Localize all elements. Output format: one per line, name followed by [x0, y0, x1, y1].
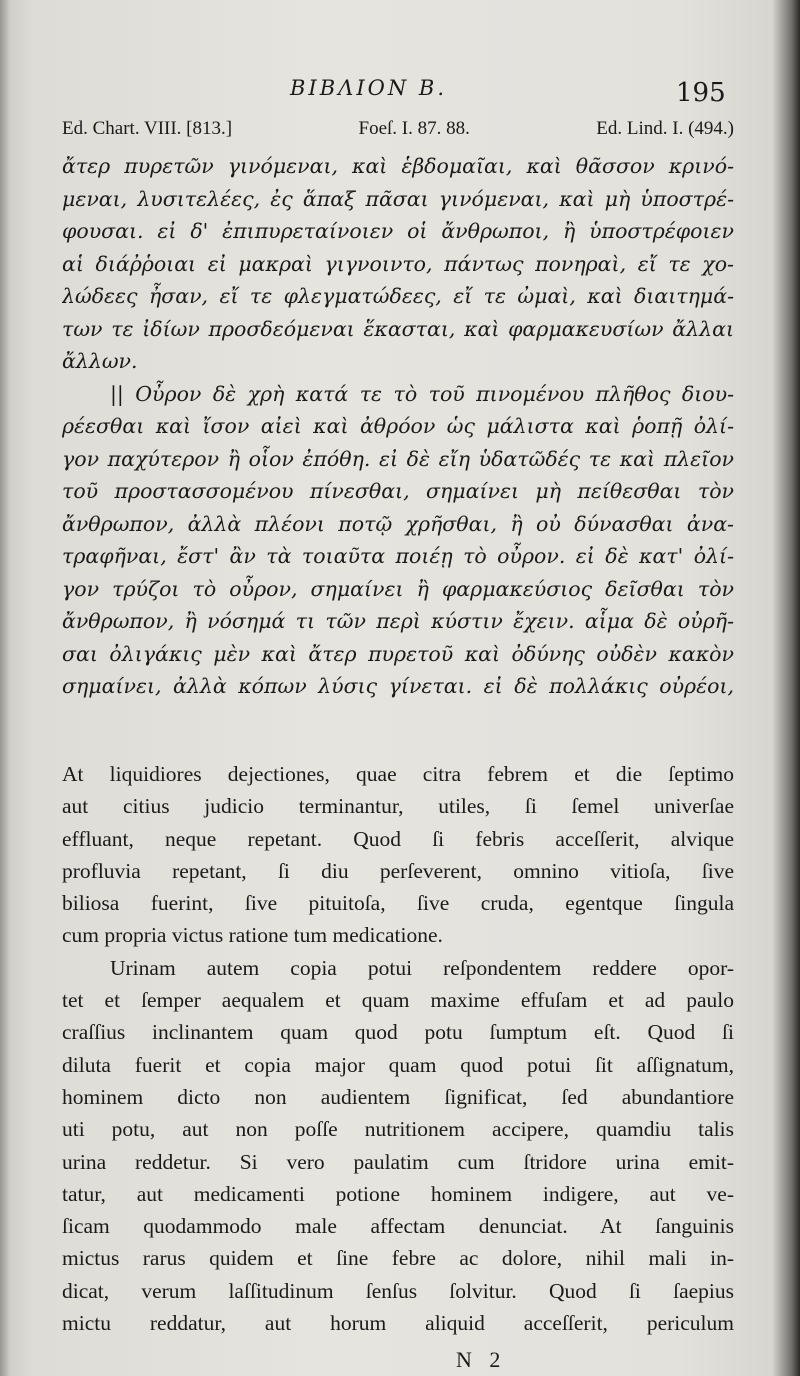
latin-text-block [62, 758, 734, 1339]
latin-line: urina reddetur. Si vero paulatim cum ſtridore urina emit- [62, 1149, 734, 1174]
edition-foes-ref: Foeſ. I. 87. 88. [358, 118, 470, 139]
greek-line: λώδεες ἦσαν, εἴ τε φλεγματώδεες, εἴ τε ὠμαὶ, καὶ διαιτημά- [62, 284, 734, 308]
greek-line: ρέεσθαι καὶ ἴσον αἰεὶ καὶ ἀθρόον ὡς μάλιστα καὶ ῥοπῇ ὀλί- [62, 414, 734, 438]
page-gutter-shadow [0, 0, 10, 1376]
edition-chart-ref: Ed. Chart. VIII. [813.] [62, 118, 233, 139]
latin-line: diluta fuerit et copia major quam quod potui ſit aſſignatum, [62, 1052, 734, 1077]
greek-line: ἄνθρωπον, ἢ νόσημά τι τῶν περὶ κύστιν ἔχειν. αἷμα δὲ οὐρῆ- [62, 609, 734, 633]
latin-line: tet et ſemper aequalem et quam maxime effuſam et ad paulo [62, 988, 734, 1013]
latin-line: hominem dicto non audientem ſignificat, ſed abundantiore [62, 1084, 734, 1109]
latin-line: At liquidiores dejectiones, quae citra febrem et die ſeptimo [62, 762, 734, 786]
printer-signature: N 2 [456, 1347, 507, 1372]
greek-line: σημαίνει, ἀλλὰ κόπων λύσις γίνεται. εἰ δὲ πολλάκις οὐρέοι, [62, 674, 734, 698]
greek-line: μεναι, λυσιτελέες, ἐς ἅπαξ πᾶσαι γινόμεναι, καὶ μὴ ὑποστρέ- [62, 186, 734, 211]
greek-line: γον παχύτερον ἢ οἷον ἐπόθη. εἰ δὲ εἴη ὑδατῶδές τε καὶ πλεῖον [62, 446, 734, 471]
latin-line: uti potu, aut non poſſe nutritionem accipere, quamdiu talis [62, 1117, 734, 1142]
greek-line: ἄτερ πυρετῶν γινόμεναι, καὶ ἑβδομαῖαι, καὶ θᾶσσον κρινό- [62, 154, 734, 178]
edition-references [62, 118, 734, 140]
greek-line: αἱ διάῤῥοιαι εἰ μακραὶ γιγνοιντο, πάντως πονηραὶ, εἴ τε χο- [62, 251, 734, 276]
greek-line: των τε ἰδίων προσδεόμεναι ἕκασται, καὶ φαρμακευσίων ἄλλαι [62, 316, 734, 341]
edition-lind-ref: Ed. Lind. I. (494.) [596, 118, 734, 139]
running-head [0, 76, 760, 106]
latin-line: profluvia repetant, ſi diu perſeverent, omnino vitioſa, ſive [62, 858, 734, 883]
greek-line: ἄλλων. [62, 349, 138, 373]
greek-line: τραφῆναι, ἔστ' ἂν τὰ τοιαῦτα ποιέῃ τὸ οὖρον. εἰ δὲ κατ' ὀλί- [62, 544, 734, 568]
latin-line: effluant, neque repetant. Quod ſi febris acceſſerit, alvique [62, 826, 734, 851]
latin-line: cum propria victus ratione tum medicatione. [62, 923, 443, 948]
latin-line: dicat, verum laſſitudinum ſenſus ſolvitur. Quod ſi ſaepius [62, 1278, 734, 1303]
greek-line: φουσαι. εἰ δ' ἐπιπυρεταίνοιεν οἱ ἄνθρωποι, ἢ ὑποστρέφοιεν [62, 219, 734, 243]
running-title: ΒΙΒΛΙΟΝ Β. [290, 76, 447, 100]
greek-line: || Οὖρον δὲ χρὴ κατά τε τὸ τοῦ πινομένου πλῆθος διου- [110, 381, 734, 406]
greek-line: σαι ὀλιγάκις μὲν καὶ ἄτερ πυρετοῦ καὶ ὀδύνης οὐδὲν κακὸν [62, 641, 734, 666]
latin-line: mictus rarus quidem et ſine febre ac dolore, nihil mali in- [62, 1246, 734, 1271]
page-edge-shadow [772, 0, 800, 1376]
latin-line: biliosa fuerint, ſive pituitoſa, ſive cruda, egentque ſingula [62, 891, 734, 916]
greek-text-block [62, 150, 734, 703]
page-number: 195 [676, 78, 726, 108]
greek-line: ἄνθρωπον, ἀλλὰ πλέονι ποτῷ χρῆσθαι, ἢ οὐ δύνασθαι ἀνα- [62, 511, 734, 536]
latin-line: craſſius inclinantem quam quod potu ſumptum eſt. Quod ſi [62, 1020, 734, 1045]
latin-line: mictu reddatur, aut horum aliquid acceſſerit, periculum [62, 1311, 734, 1336]
latin-line: Urinam autem copia potui reſpondentem reddere opor- [110, 955, 734, 980]
latin-line: tatur, aut medicamenti potione hominem indigere, aut ve- [62, 1181, 734, 1206]
greek-line: τοῦ προστασσομένου πίνεσθαι, σημαίνει μὴ πείθεσθαι τὸν [62, 479, 734, 503]
latin-line: aut citius judicio terminantur, utiles, ſi ſemel univerſae [62, 794, 734, 819]
latin-line: ſicam quodammodo male affectam denunciat. At ſanguinis [62, 1214, 734, 1239]
greek-line: γον τρύζοι τὸ οὖρον, σημαίνει ἢ φαρμακεύσιος δεῖσθαι τὸν [62, 576, 734, 601]
